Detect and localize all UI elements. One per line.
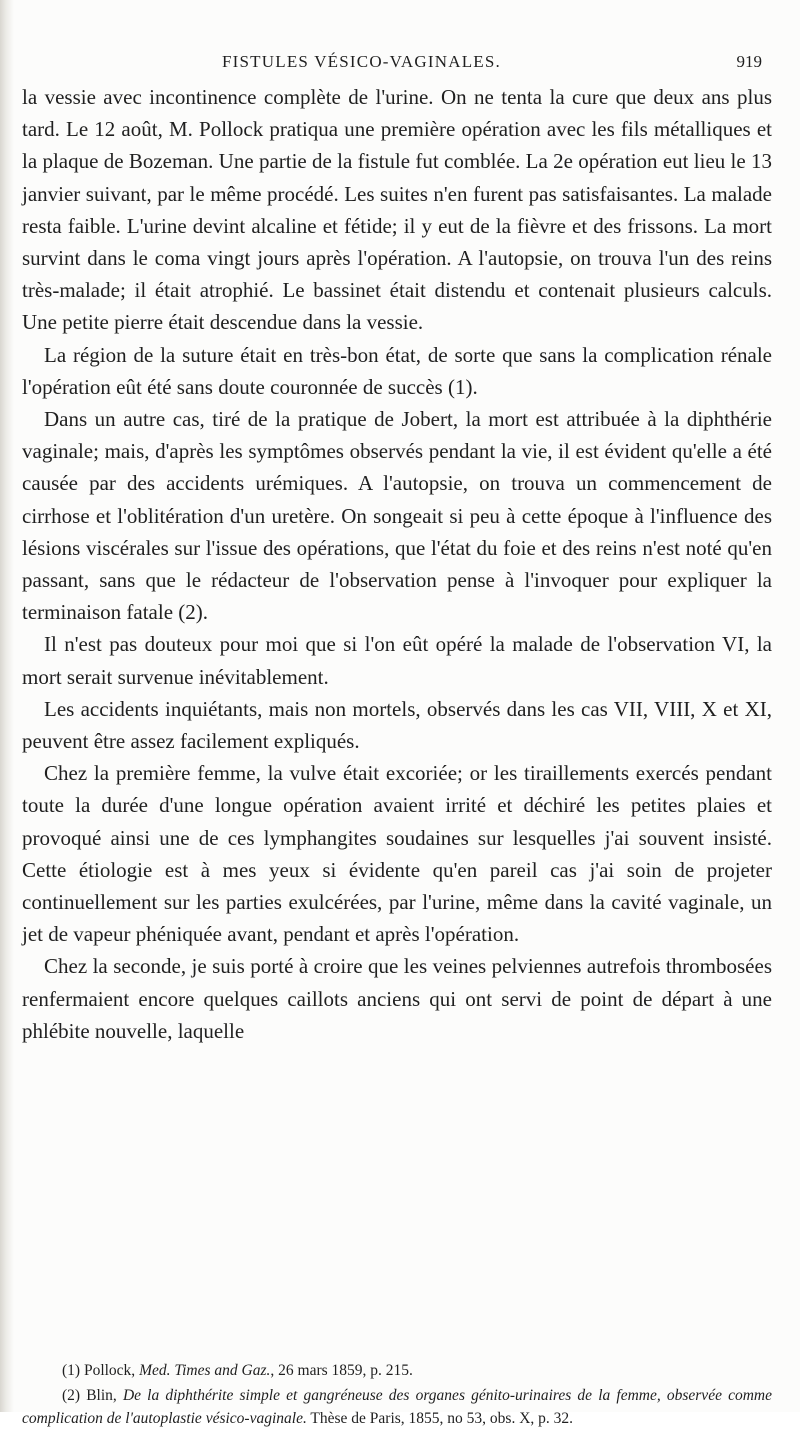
footnote-1-title: Med. Times and Gaz.: [139, 1362, 271, 1379]
page-header: [222, 52, 762, 80]
page-binding-shadow: [0, 0, 14, 1412]
footnote-2: [22, 1384, 772, 1430]
footnote-1: [22, 1359, 772, 1382]
footnote-2-details: Thèse de Paris, 1855, no 53, obs. X, p. 32.: [306, 1410, 574, 1427]
footnote-2-title: De la diphthérite simple et gangréneuse des organes génito-urinaires de la femme, observée comme complication de l'autoplastie vésico-vaginale.: [22, 1387, 772, 1427]
body-text: [22, 81, 772, 1047]
footnotes: [22, 1359, 772, 1430]
page-number: 919: [736, 52, 762, 71]
footnote-2-lead: (2) Blin,: [62, 1387, 123, 1404]
footnote-1-details: , 26 mars 1859, p. 215.: [270, 1362, 413, 1379]
paragraph-1: la vessie avec incontinence complète de l'urine. On ne tenta la cure que deux ans plus tard. Le 12 août, M. Pollock pratiqua une première opération avec les fils métalliques et la plaque de Bozeman. Une partie de la fistule fut comblée. La 2e opération eut lieu le 13 janvier suivant, par le même procédé. Les suites n'en furent pas satisfaisantes. La malade resta faible. L'urine devint alcaline et fétide; il y eut de la fièvre et des frissons. La mort survint dans le coma vingt jours après l'opération. A l'autopsie, on trouva l'un des reins très-malade; il était atrophié. Le bassinet était distendu et contenait plusieurs calculs. Une petite pierre était descendue dans la vessie.: [22, 85, 772, 335]
paragraph-2: La région de la suture était en très-bon état, de sorte que sans la complication rénale l'opération eût été sans doute couronnée de succès (1).: [22, 342, 772, 399]
paragraph-3: Dans un autre cas, tiré de la pratique de Jobert, la mort est attribuée à la diphthérie vaginale; mais, d'après les symptômes observés pendant la vie, il est évident qu'elle a été causée par des accidents urémiques. A l'autopsie, on trouva un commencement de cirrhose et l'oblitération d'un uretère. On songeait si peu à cette époque à l'influence des lésions viscérales sur l'issue des opérations, que l'état du foie et des reins n'est noté qu'en passant, sans que le rédacteur de l'observation pense à l'invoquer pour expliquer la terminaison fatale (2).: [22, 407, 772, 625]
paragraph-4: Il n'est pas douteux pour moi que si l'on eût opéré la malade de l'observation VI, la mort serait survenue inévitablement.: [22, 632, 772, 689]
footnote-1-lead: (1) Pollock,: [62, 1362, 140, 1379]
running-head: FISTULES VÉSICO-VAGINALES.: [222, 52, 501, 71]
paragraph-7: Chez la seconde, je suis porté à croire que les veines pelviennes autrefois thrombosées renfermaient encore quelques caillots anciens qui ont servi de point de départ à une phlébite nouvelle, laquelle: [22, 954, 772, 1043]
paragraph-5: Les accidents inquiétants, mais non mortels, observés dans les cas VII, VIII, X et XI, peuvent être assez facilement expliqués.: [22, 696, 772, 754]
paragraph-6: Chez la première femme, la vulve était excoriée; or les tiraillements exercés pendant toute la durée d'une longue opération avaient irrité et déchiré les petites plaies et provoqué ainsi une de ces lymphangites soudaines sur lesquelles j'ai souvent insisté. Cette étiologie est à mes yeux si évidente qu'en pareil cas j'ai soin de projeter continuellement sur les parties exulcérées, par l'urine, même dans la cavité vaginale, un jet de vapeur phéniquée avant, pendant et après l'opération.: [22, 761, 772, 947]
